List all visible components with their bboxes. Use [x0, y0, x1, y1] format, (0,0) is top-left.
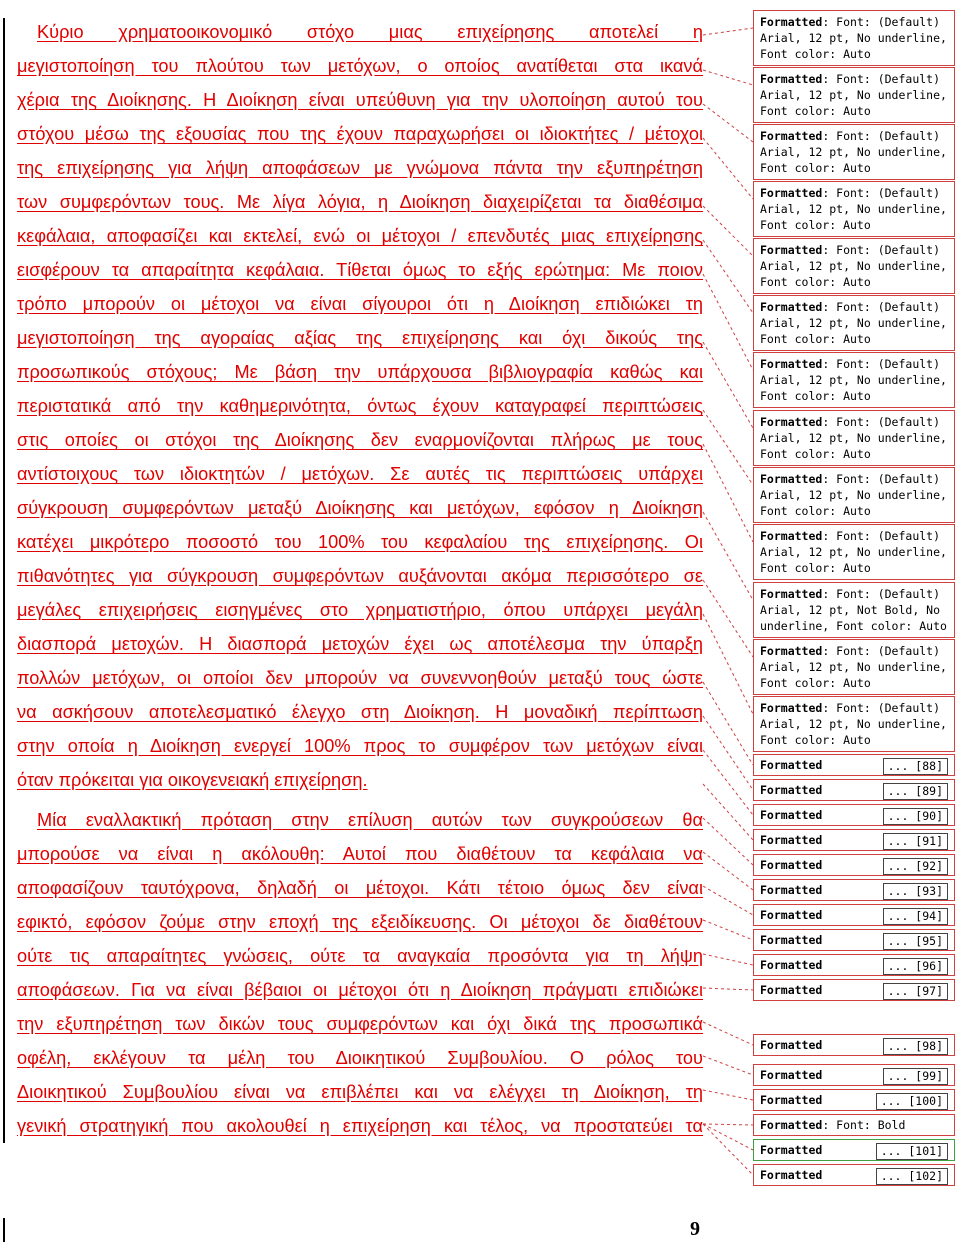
text-line: στην οποία η Διοίκηση ενεργεί 100% προς το συμφέρον των μετόχων είναι: [17, 736, 703, 756]
text-line: την εξυπηρέτηση των δικών τους συμφερόντων και όχι δικά της προσωπικά: [17, 1014, 703, 1034]
format-balloon[interactable]: Formatted: Font: (Default) Arial, 12 pt, No underline, Font color: Auto: [753, 10, 955, 66]
format-balloon[interactable]: Formatted: Font: (Default) Arial, 12 pt, No underline, Font color: Auto: [753, 467, 955, 523]
text-line: στις οποίες οι στόχοι της Διοίκησης δεν εναρμονίζονται πλήρως με τους: [17, 430, 703, 450]
format-balloon[interactable]: Formatted: Font: (Default) Arial, 12 pt, No underline, Font color: Auto: [753, 352, 955, 408]
format-balloon[interactable]: Formatted: Font: Bold: [753, 1114, 955, 1136]
change-bar: [3, 18, 5, 1143]
text-line: οφέλη, εκλέγουν τα μέλη του Διοικητικού Συμβουλίου. Ο ρόλος του: [17, 1048, 703, 1068]
balloon-ref[interactable]: ... [88]: [883, 758, 948, 775]
balloon-ref[interactable]: ... [97]: [883, 983, 948, 1000]
format-balloon[interactable]: Formatted: Font: (Default) Arial, 12 pt, No underline, Font color: Auto: [753, 639, 955, 695]
text-line: μεγιστοποίηση του πλούτου των μετόχων, ο οποίος ανατίθεται στα ικανά: [17, 56, 703, 76]
text-line: τρόπο μπορούν οι μέτοχοι να είναι σίγουροι ότι η Διοίκηση επιδιώκει τη: [17, 294, 703, 314]
text-line: Κύριο χρηματοοικονομικό στόχο μιας επιχείρησης αποτελεί η: [37, 22, 703, 42]
balloon-ref[interactable]: ... [98]: [883, 1038, 948, 1055]
format-balloon[interactable]: Formatted ... [94]: [753, 904, 955, 926]
format-balloon[interactable]: Formatted ... [99]: [753, 1064, 955, 1086]
page-number: 9: [690, 1218, 700, 1240]
text-line: χέρια της Διοίκησης. Η Διοίκηση είναι υπεύθυνη για την υλοποίηση αυτού του: [17, 90, 703, 110]
balloon-ref[interactable]: ... [90]: [883, 808, 948, 825]
format-balloon[interactable]: Formatted ... [97]: [753, 979, 955, 1001]
balloon-ref[interactable]: ... [94]: [883, 908, 948, 925]
balloon-ref[interactable]: ... [100]: [876, 1093, 948, 1110]
text-line: κατέχει μικρότερο ποσοστό του 100% του κεφαλαίου της επιχείρησης. Οι: [17, 532, 703, 552]
text-line: εισφέρουν τα απαραίτητα κεφάλαια. Τίθεται όμως το εξής ερώτημα: Με ποιον: [17, 260, 703, 280]
text-line: στόχου μέσω της εξουσίας που της έχουν παραχωρήσει οι ιδιοκτήτες / μέτοχοι: [17, 124, 703, 144]
format-balloon[interactable]: Formatted: Font: (Default) Arial, 12 pt, No underline, Font color: Auto: [753, 524, 955, 580]
balloon-ref[interactable]: ... [102]: [876, 1168, 948, 1185]
balloon-ref[interactable]: ... [92]: [883, 858, 948, 875]
format-balloon[interactable]: Formatted: Font: (Default) Arial, 12 pt, No underline, Font color: Auto: [753, 295, 955, 351]
format-balloon[interactable]: Formatted ... [102]: [753, 1164, 955, 1186]
format-balloon[interactable]: Formatted: Font: (Default) Arial, 12 pt, No underline, Font color: Auto: [753, 124, 955, 180]
change-bar: [3, 1218, 5, 1242]
format-balloon[interactable]: Formatted: Font: (Default) Arial, 12 pt, No underline, Font color: Auto: [753, 181, 955, 237]
text-line: σύγκρουση συμφερόντων μεταξύ Διοίκησης και μετόχων, εφόσον η Διοίκηση: [17, 498, 703, 518]
text-line: ούτε τις απαραίτητες γνώσεις, ούτε τα αναγκαία προσόντα για τη λήψη: [17, 946, 703, 966]
balloon-ref[interactable]: ... [89]: [883, 783, 948, 800]
text-line: αποφασίζουν ταυτόχρονα, δηλαδή οι μέτοχοι. Κάτι τέτοιο όμως δεν είναι: [17, 878, 703, 898]
format-balloon[interactable]: Formatted ... [91]: [753, 829, 955, 851]
format-balloon[interactable]: Formatted ... [95]: [753, 929, 955, 951]
text-line: αποφάσεων. Για να είναι βέβαιοι οι μέτοχοι ότι η Διοίκηση πράγματι επιδιώκει: [17, 980, 703, 1000]
format-balloon[interactable]: Formatted ... [93]: [753, 879, 955, 901]
text-line: όταν πρόκειται για οικογενειακή επιχείρηση.: [17, 770, 368, 790]
format-balloon[interactable]: Formatted ... [96]: [753, 954, 955, 976]
text-line: διασπορά μετοχών. Η διασπορά μετοχών έχει ως αποτέλεσμα την ύπαρξη: [17, 634, 703, 654]
text-line: Διοικητικού Συμβουλίου είναι να επιβλέπει και να ελέγχει τη Διοίκηση, τη: [17, 1082, 703, 1102]
format-balloon[interactable]: Formatted: Font: (Default) Arial, 12 pt, No underline, Font color: Auto: [753, 696, 955, 752]
balloon-ref[interactable]: ... [91]: [883, 833, 948, 850]
text-line: της επιχείρησης για λήψη αποφάσεων με γνώμονα πάντα την εξυπηρέτηση: [17, 158, 703, 178]
format-balloon[interactable]: Formatted ... [98]: [753, 1034, 955, 1056]
text-line: πιθανότητες για σύγκρουση συμφερόντων αυξάνονται ακόμα περισσότερο σε: [17, 566, 703, 586]
format-balloon[interactable]: Formatted ... [100]: [753, 1089, 955, 1111]
document-body[interactable]: [17, 15, 703, 1143]
text-line: των συμφερόντων τους. Με λίγα λόγια, η Διοίκηση διαχειρίζεται τα διαθέσιμα: [17, 192, 703, 212]
format-balloon[interactable]: Formatted: Font: (Default) Arial, 12 pt, No underline, Font color: Auto: [753, 67, 955, 123]
format-balloon[interactable]: Formatted ... [89]: [753, 779, 955, 801]
text-line: αντίστοιχους των ιδιοκτητών / μετόχων. Σε αυτές τις περιπτώσεις υπάρχει: [17, 464, 703, 484]
format-balloon[interactable]: Formatted ... [88]: [753, 754, 955, 776]
text-line: πολλών μετόχων, οι οποίοι δεν μπορούν να συνεννοηθούν μεταξύ τους ώστε: [17, 668, 703, 688]
text-line: γενική στρατηγική που ακολουθεί η επιχείρηση και τέλος, να προστατεύει τα: [17, 1116, 703, 1136]
format-balloon[interactable]: Formatted: Font: (Default) Arial, 12 pt, Not Bold, No underline, Font color: Auto: [753, 582, 955, 638]
balloon-ref[interactable]: ... [99]: [883, 1068, 948, 1085]
balloon-ref[interactable]: ... [93]: [883, 883, 948, 900]
balloon-ref[interactable]: ... [101]: [876, 1143, 948, 1160]
text-line: προσωπικούς στόχους; Με βάση την υπάρχουσα βιβλιογραφία καθώς και: [17, 362, 703, 382]
text-line: Μία εναλλακτική πρόταση στην επίλυση αυτών των συγκρούσεων θα: [37, 810, 703, 830]
balloon-ref[interactable]: ... [95]: [883, 933, 948, 950]
text-line: μεγιστοποίηση της αγοραίας αξίας της επιχείρησης και όχι δικούς της: [17, 328, 703, 348]
text-line: κεφάλαια, αποφασίζει και εκτελεί, ενώ οι μέτοχοι / επενδυτές μιας επιχείρησης: [17, 226, 703, 246]
text-line: εφικτό, εφόσον ζούμε στην εποχή της εξειδίκευσης. Οι μέτοχοι δε διαθέτουν: [17, 912, 703, 932]
text-line: περιστατικά από την καθημερινότητα, όντως έχουν καταγραφεί περιπτώσεις: [17, 396, 703, 416]
format-balloon[interactable]: Formatted: Font: (Default) Arial, 12 pt, No underline, Font color: Auto: [753, 410, 955, 466]
text-line: μεγάλες επιχειρήσεις εισηγμένες στο χρηματιστήριο, όπου υπάρχει μεγάλη: [17, 600, 703, 620]
format-balloon[interactable]: Formatted ... [92]: [753, 854, 955, 876]
format-balloon[interactable]: Formatted ... [101]: [753, 1139, 955, 1161]
format-balloon[interactable]: Formatted ... [90]: [753, 804, 955, 826]
text-line: να ασκήσουν αποτελεσματικό έλεγχο στη Διοίκηση. Η μοναδική περίπτωση: [17, 702, 703, 722]
balloon-ref[interactable]: ... [96]: [883, 958, 948, 975]
text-line: μπορούσε να είναι η ακόλουθη: Αυτοί που διαθέτουν τα κεφάλαια να: [17, 844, 703, 864]
format-balloon[interactable]: Formatted: Font: (Default) Arial, 12 pt, No underline, Font color: Auto: [753, 238, 955, 294]
